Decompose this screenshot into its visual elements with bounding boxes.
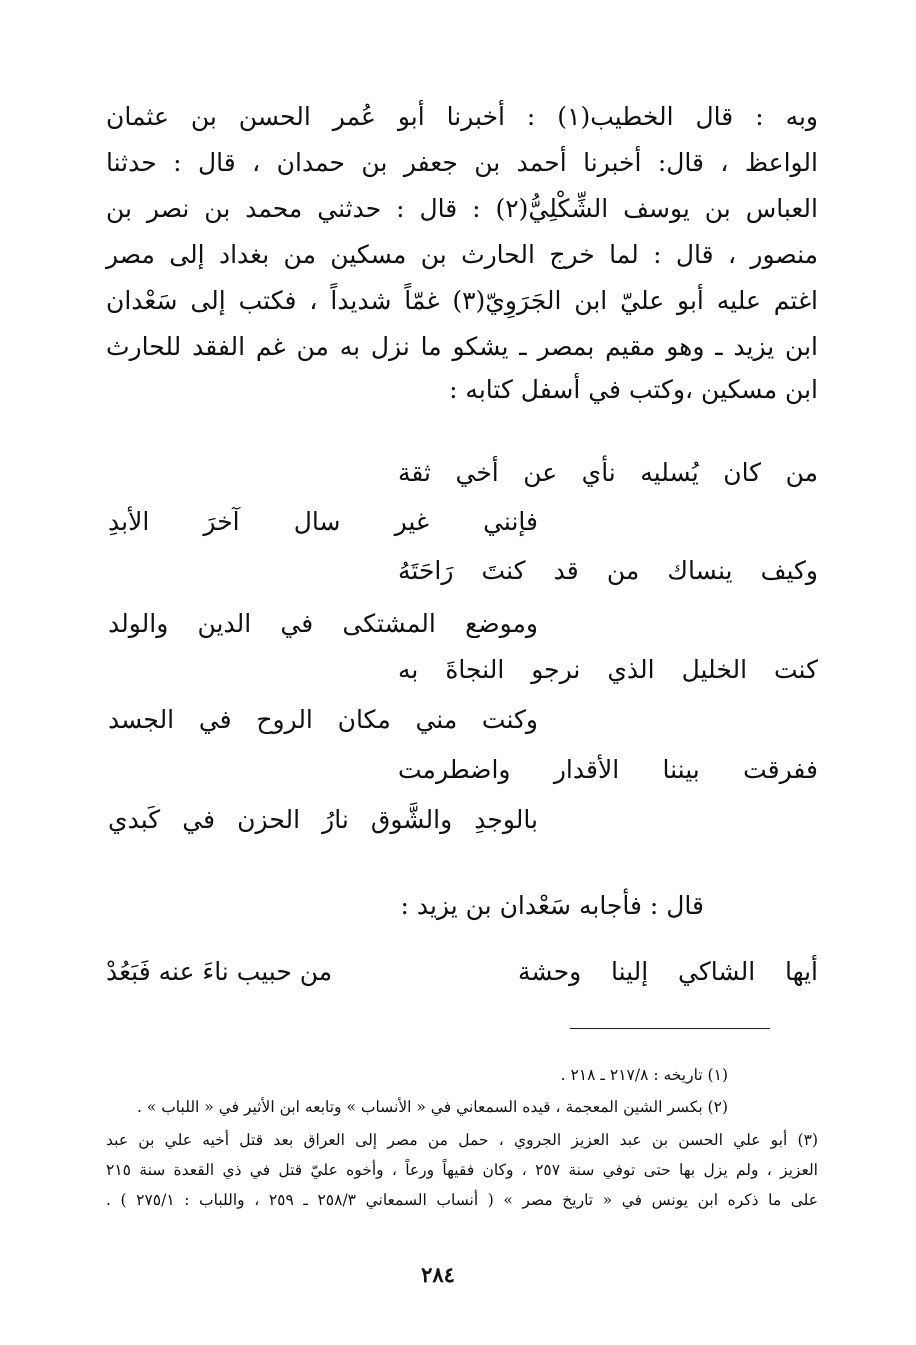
footnote-line: (٢) بكسر الشين المعجمة ، قيده السمعاني في « الأنساب » وتابعه ابن الأثير في « اللباب » . bbox=[136, 1098, 728, 1116]
footnote-separator bbox=[570, 1028, 770, 1029]
verse-hemistich: بالوجدِ والشَّوق نارُ الحزن في كَبدي bbox=[108, 805, 538, 834]
verse-hemistich: أيها الشاكي إلينا وحشة bbox=[518, 957, 818, 986]
verse-hemistich: وموضع المشتكى في الدين والولد bbox=[108, 609, 538, 638]
verse-hemistich: من حبيب ناءَ عنه فَبَعُدْ bbox=[106, 957, 333, 986]
verse-hemistich: وكيف ينساك من قد كنتَ رَاحَتَهُ bbox=[398, 556, 818, 585]
verse-hemistich: ففرقت بيننا الأقدار واضطرمت bbox=[398, 755, 818, 784]
body-line: الواعظ ، قال: أخبرنا أحمد بن جعفر بن حمدان ، قال : حدثنا bbox=[106, 148, 818, 177]
body-line: ابن مسكين ،وكتب في أسفل كتابه : bbox=[449, 375, 818, 404]
body-line: اغتم عليه أبو عليّ ابن الجَرَوِيّ(٣) غمّاً شديداً ، فكتب إلى سَعْدان bbox=[106, 286, 818, 315]
verse-hemistich: كنت الخليل الذي نرجو النجاةَ به bbox=[398, 655, 818, 684]
reply-intro: قال : فأجابه سَعْدان بن يزيد : bbox=[400, 891, 704, 920]
footnote-line: (١) تاريخه : ٢١٧/٨ ـ ٢١٨ . bbox=[560, 1066, 728, 1084]
footnote-line: على ما ذكره ابن يونس في « تاريخ مصر » ( أنساب السمعاني ٢٥٨/٣ ـ ٢٥٩ ، واللباب : ٢٧٥/١ ) . bbox=[106, 1191, 819, 1209]
body-line: منصور ، قال : لما خرج الحارث بن مسكين من بغداد إلى مصر bbox=[106, 240, 818, 269]
footnote-line: (٣) أبو علي الحسن بن عبد العزيز الجروي ، حمل من مصر إلى العراق بعد قتل أخيه علي بن عبد bbox=[106, 1131, 818, 1149]
body-line: وبه : قال الخطيب(١) : أخبرنا أبو عُمر الحسن بن عثمان bbox=[106, 102, 819, 131]
verse-hemistich: فإنني غير سال آخرَ الأبدِ bbox=[108, 507, 538, 536]
body-line: ابن يزيد ـ وهو مقيم بمصر ـ يشكو ما نزل به من غم الفقد للحارث bbox=[106, 332, 818, 361]
verse-hemistich: من كان يُسليه نأي عن أخي ثقة bbox=[398, 458, 818, 487]
body-line: العباس بن يوسف الشِّكْلِيُّ(٢) : قال : حدثني محمد بن نصر بن bbox=[106, 194, 818, 223]
footnote-line: العزيز ، ولم يزل بها حتى توفي سنة ٢٥٧ ، وكان فقيهاً ورعاً ، وأخوه عليّ قتل في ذي القعدة سنة ٢١٥ bbox=[106, 1161, 818, 1179]
verse-hemistich: وكنت مني مكان الروح في الجسد bbox=[108, 705, 538, 734]
page-number: ٢٨٤ bbox=[421, 1262, 455, 1287]
